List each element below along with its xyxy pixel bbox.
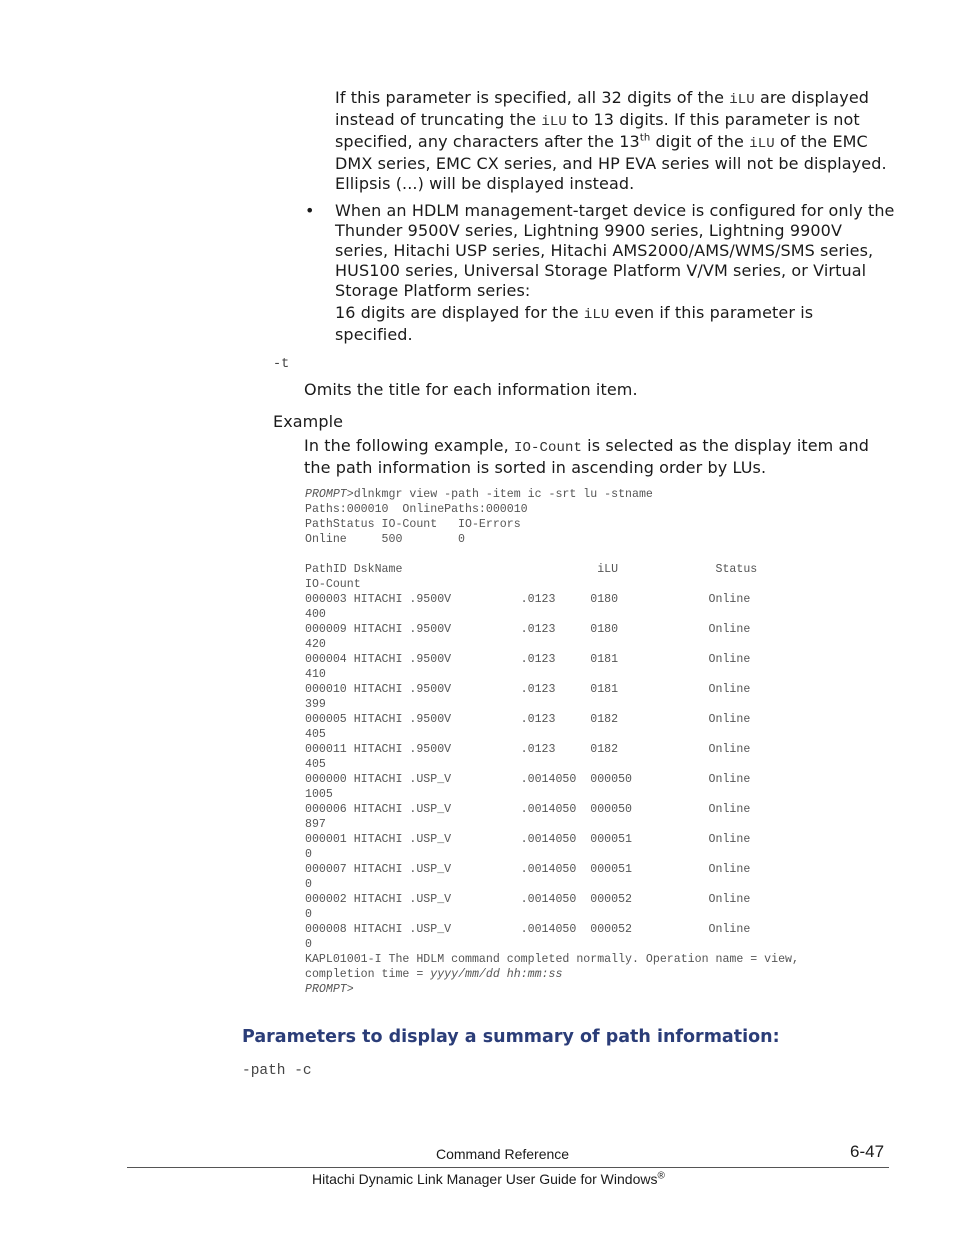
console-summary-line: Online 500 0 [305, 533, 466, 546]
console-row-count: 405 [305, 728, 326, 741]
console-row-count: 399 [305, 698, 326, 711]
text: to 13 digits. If this parameter is not specified, any characters after the 13 [335, 110, 860, 151]
console-row: 000011 HITACHI .9500V .0123 0182 Online [305, 743, 751, 756]
console-row-count: 0 [305, 908, 312, 921]
text: is selected as the display item and the path information is sorted in ascending order by LUs. [304, 436, 869, 477]
console-row-count: 0 [305, 938, 312, 951]
console-row-count: 410 [305, 668, 326, 681]
code-ilu: iLU [729, 92, 755, 108]
bullet-paragraph-storage-series: When an HDLM management-target device is configured for only the Thunder 9500V series, Lightning 9900 series, Lightning 9900V series, Hitachi USP series, Hitachi AMS2000/AMS/WMS/SMS series, HUS100 series, Universal Storage Platform V/VM series, or Virtual Storage Platform series: [335, 201, 895, 300]
section-heading: Parameters to display a summary of path information: [242, 1027, 780, 1047]
console-row: 000008 HITACHI .USP_V .0014050 000052 Online [305, 923, 751, 936]
footer-divider [127, 1167, 889, 1168]
text: of the EMC DMX series, EMC CX series, and HP EVA series will not be displayed. Ellipsis (...) will be displayed instead. [335, 132, 887, 193]
text: If this parameter is specified, all 32 digits of the [335, 88, 730, 107]
console-output-example [305, 487, 865, 997]
console-row: 000000 HITACHI .USP_V .0014050 000050 Online [305, 773, 751, 786]
console-row: 000010 HITACHI .9500V .0123 0181 Online [305, 683, 751, 696]
code-io-count: IO-Count [513, 440, 582, 456]
console-prompt: PROMPT [305, 488, 347, 501]
console-row: 000007 HITACHI .USP_V .0014050 000051 Online [305, 863, 751, 876]
console-row-count: 400 [305, 608, 326, 621]
console-row: 000006 HITACHI .USP_V .0014050 000050 Online [305, 803, 751, 816]
console-row: 000001 HITACHI .USP_V .0014050 000051 Online [305, 833, 751, 846]
footer-page-number: 6-47 [850, 1142, 885, 1161]
console-message: completion time = [305, 968, 431, 981]
registered-mark: ® [657, 1170, 665, 1182]
console-row-count: 405 [305, 758, 326, 771]
text: In the following example, [304, 436, 514, 455]
example-description [304, 436, 884, 478]
bullet-icon: • [305, 201, 315, 220]
option-t-description: Omits the title for each information item. [304, 380, 638, 399]
console-row: 000002 HITACHI .USP_V .0014050 000052 Online [305, 893, 751, 906]
console-prompt-suffix: > [346, 983, 354, 996]
paragraph-ilu-full-digits [335, 88, 895, 194]
console-prompt: PROMPT [305, 983, 347, 996]
console-message: KAPL01001-I The HDLM command completed normally. Operation name = view, [305, 953, 799, 966]
console-command: >dlnkmgr view -path -item ic -srt lu -stname [346, 488, 653, 501]
text: 16 digits are displayed for the [335, 303, 584, 322]
footer-doc-title [312, 1171, 665, 1187]
text: digit of the [650, 132, 750, 151]
console-row: 000004 HITACHI .9500V .0123 0181 Online [305, 653, 751, 666]
console-summary-line: Paths:000010 OnlinePaths:000010 [305, 503, 528, 516]
code-ilu: iLU [541, 114, 567, 130]
code-ilu: iLU [749, 136, 775, 152]
console-summary-line: PathStatus IO-Count IO-Errors [305, 518, 521, 531]
example-heading: Example [273, 412, 344, 431]
console-row-count: 897 [305, 818, 326, 831]
console-row-count: 420 [305, 638, 326, 651]
footer-section-name: Command Reference [436, 1146, 570, 1162]
console-row-count: 1005 [305, 788, 333, 801]
console-row: 000009 HITACHI .9500V .0123 0180 Online [305, 623, 751, 636]
option-flag-t: -t [273, 357, 290, 372]
console-row: 000003 HITACHI .9500V .0123 0180 Online [305, 593, 751, 606]
code-ilu: iLU [583, 307, 610, 323]
doc-title: Hitachi Dynamic Link Manager User Guide for Windows [312, 1171, 658, 1187]
text: are displayed instead of truncating the [335, 88, 870, 129]
console-header-line: PathID DskName iLU Status [305, 563, 758, 576]
paragraph-ilu-16-digits [335, 303, 895, 345]
superscript-th: th [639, 132, 651, 144]
console-time-placeholder: yyyy/mm/dd hh:mm:ss [430, 968, 563, 981]
console-row: 000005 HITACHI .9500V .0123 0182 Online [305, 713, 751, 726]
console-row-count: 0 [305, 848, 312, 861]
section-code: -path -c [242, 1063, 312, 1079]
text: even if this parameter is specified. [335, 303, 814, 344]
console-header-line: IO-Count [305, 578, 361, 591]
console-row-count: 0 [305, 878, 312, 891]
